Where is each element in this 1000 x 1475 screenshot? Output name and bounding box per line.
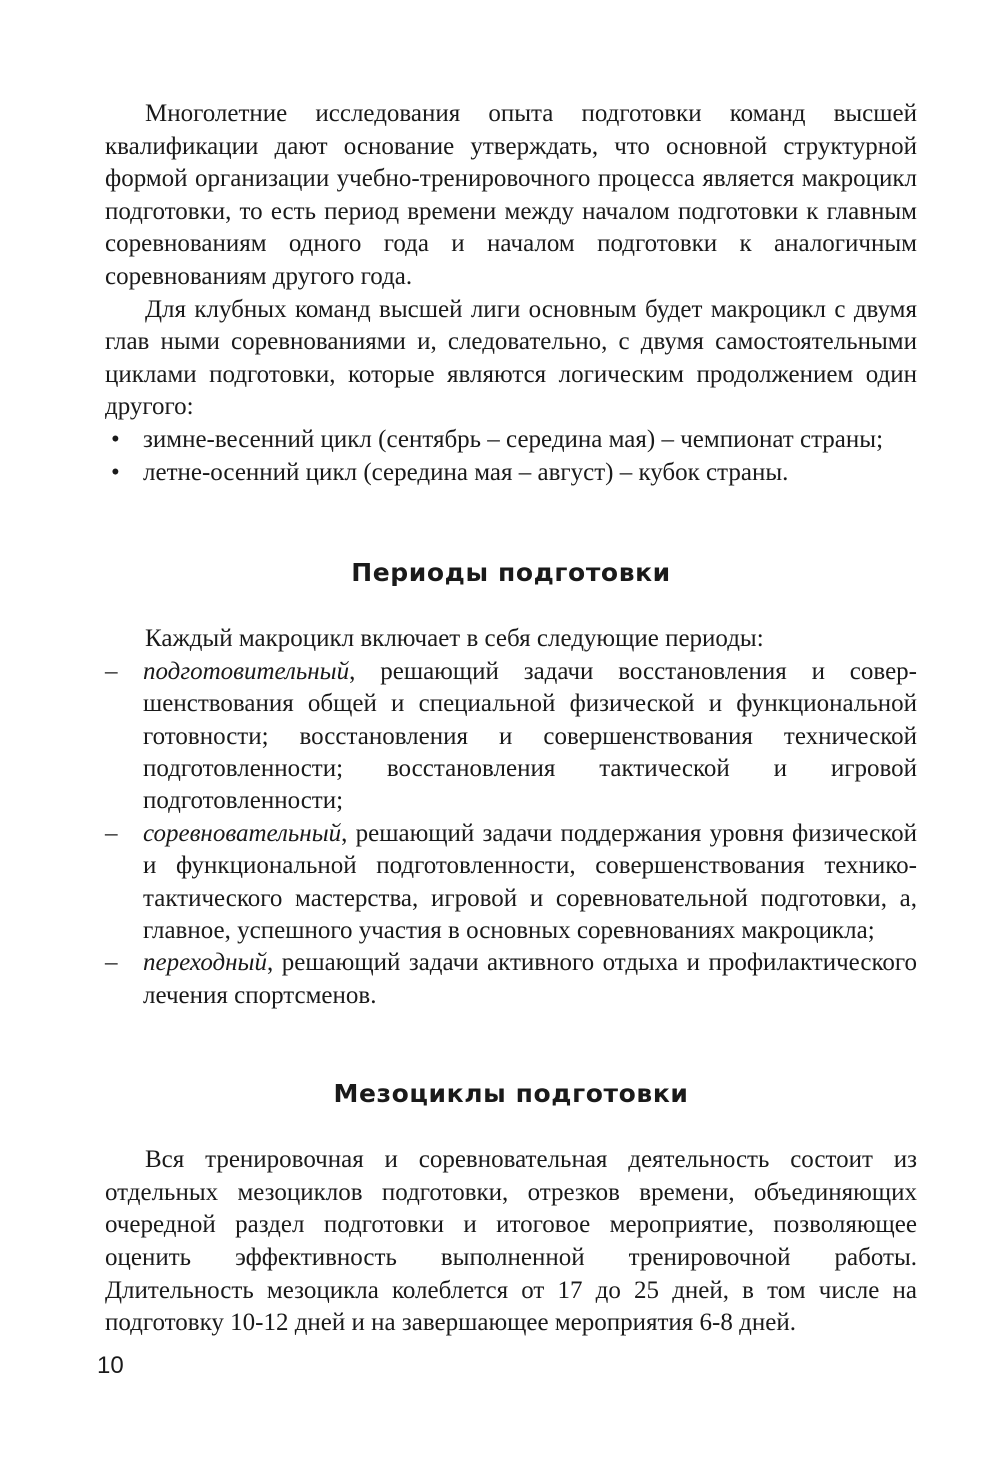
periods-heading: Периоды подготовки bbox=[351, 558, 671, 588]
dash-marker: – bbox=[105, 949, 118, 977]
cycle-bullet-list bbox=[105, 424, 917, 489]
bullet-icon: • bbox=[111, 425, 120, 453]
periods-lead: Каждый макроцикл включает в себя следующие периоды: bbox=[145, 625, 764, 653]
list-item bbox=[105, 947, 917, 1012]
dash-marker: – bbox=[105, 819, 118, 847]
list-item bbox=[105, 818, 917, 948]
list-item bbox=[105, 656, 917, 818]
mesocycles-paragraph: Вся тренировочная и соревновательная деятельность состоит из отдельных мезоциклов подготовки, отрезков времени, объединяющих очередной раздел подготовки и итоговое мероприятие, позволяющее оценить эффективность выполненной тренировочной работы. Длительность мезоцикла колеблется от 17 до 25 дней, в том числе на подготовку 10-12 дней и на завершающее мероприятия 6-8 дней. bbox=[105, 1146, 917, 1337]
intro-paragraph-2: Для клубных команд высшей лиги основным будет макроцикл с двумя глав ными соревнованиями и, следовательно, с двумя самостоятельными циклами подготовки, которые являются логическим продолжением один другого: bbox=[105, 295, 917, 421]
dash-marker: – bbox=[105, 657, 118, 685]
bullet-text: летне-осенний цикл (середина мая – август) – кубок страны. bbox=[143, 458, 789, 486]
period-term: соревновательный bbox=[143, 819, 342, 847]
list-item bbox=[105, 424, 917, 457]
period-description: , решающий задачи восстановления и совершенствования общей и специальной физической и функциональной готовности; восстановления и совершенствования технической подготовленности; восстановления тактической и игровой подготовленности; bbox=[143, 657, 917, 815]
list-item bbox=[105, 457, 917, 490]
page-number: 10 bbox=[97, 1352, 124, 1379]
mesocycles-heading: Мезоциклы подготовки bbox=[333, 1079, 689, 1109]
period-term: переходный bbox=[143, 949, 267, 977]
intro-paragraph-1: Многолетние исследования опыта подготовки команд высшей квалификации дают основание утверждать, что основной структурной формой организации учебно-тренировочного процесса является макроцикл подготовки, то есть период времени между началом подготовки к главным соревнованиям одного года и началом подготовки к аналогичным соревнованиям другого года. bbox=[105, 100, 917, 290]
periods-list bbox=[105, 656, 917, 1012]
bullet-icon: • bbox=[111, 458, 120, 486]
page-content bbox=[105, 98, 917, 1340]
bullet-text: зимне-весенний цикл (сентябрь – середина мая) – чемпионат страны; bbox=[143, 425, 884, 453]
period-description: , решающий задачи активного отдыха и профилактического лечения спортсменов. bbox=[143, 949, 917, 1009]
period-term: подготовительный bbox=[143, 657, 350, 685]
period-description: , решающий задачи поддержания уровня физической и функциональной подготовленности, совершенствования технико-тактического мастерства, игровой и соревновательной подготовки, а, главное, успешного участия в основных соревнованиях макроцикла; bbox=[143, 819, 917, 944]
